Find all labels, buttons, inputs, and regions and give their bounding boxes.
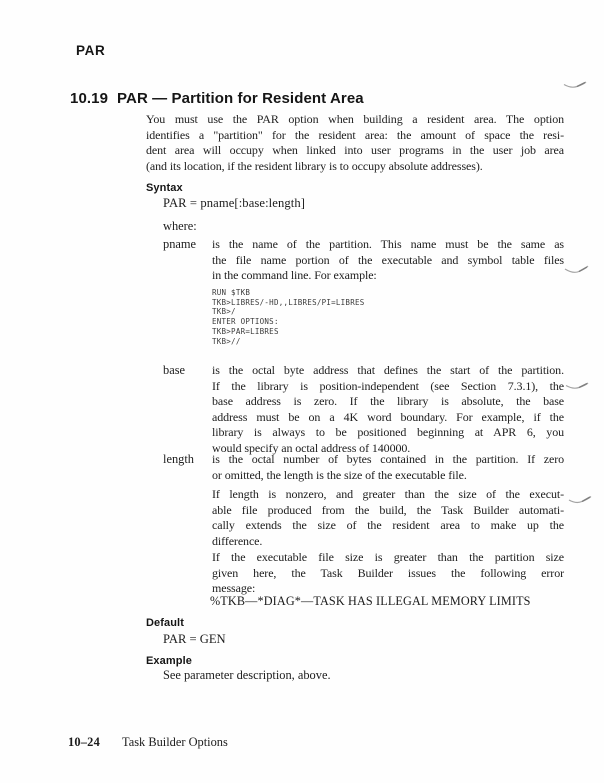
intro-paragraph: You must use the PAR option when building a resident area. The option identifies a "partition" for the resident area: the amount of space the resi- dent area will occupy when linked into user programs in the user job area (and its location, if the resident library is to occupy absolute addresses). (146, 112, 564, 173)
running-head: PAR (76, 43, 106, 58)
default-label: Default (146, 617, 184, 629)
margin-curl-icon (563, 80, 587, 91)
error-message: %TKB—*DIAG*—TASK HAS ILLEGAL MEMORY LIMITS (210, 594, 531, 608)
margin-curl-icon (565, 381, 589, 392)
section-heading (70, 90, 364, 107)
example-text: See parameter description, above. (163, 668, 331, 682)
param-desc-length: is the octal number of bytes contained in the partition. If zero or omitted, the length is the size of the executable file. (212, 452, 564, 482)
example-label: Example (146, 655, 192, 667)
margin-curl-icon (564, 264, 589, 276)
param-term-base: base (163, 363, 186, 377)
default-value: PAR = GEN (163, 632, 226, 646)
length-auto-extend-paragraph: If length is nonzero, and greater than the size of the execut- able file produced from the build, the Task Builder automati- cally extends the size of the resident area to make up the difference. (212, 487, 564, 548)
terminal-session-code: RUN $TKB TKB>LIBRES/-HD,,LIBRES/PI=LIBRES TKB>/ ENTER OPTIONS: TKB>PAR=LIBRES TKB>// (212, 288, 365, 346)
param-desc-pname: is the name of the partition. This name must be the same as the file name portion of the executable and symbol table files in the command line. For example: (212, 237, 564, 283)
param-term-pname: pname (163, 237, 197, 251)
syntax-formula: PAR = pname[:base:length] (163, 196, 306, 210)
syntax-label: Syntax (146, 182, 183, 194)
param-desc-base: is the octal byte address that defines the start of the partition. If the library is position-independent (see Section 7.3.1), the base address is zero. If the library is absolute, the base address must be on a 4K word boundary. For example, if the library is always to be positioned beginning at APR 6, you would specify an octal address of 140000. (212, 363, 564, 455)
footer-page-number: 10–24 (68, 735, 100, 749)
section-title: PAR — Partition for Resident Area (117, 90, 364, 107)
margin-curl-icon (568, 495, 592, 506)
footer-book-title: Task Builder Options (122, 735, 228, 749)
section-number: 10.19 (70, 90, 109, 107)
param-term-length: length (163, 452, 194, 466)
where-label: where: (163, 219, 197, 233)
page-footer (68, 735, 228, 750)
length-error-intro-paragraph: If the executable file size is greater than the partition size given here, the Task Builder issues the following error message: (212, 550, 564, 596)
